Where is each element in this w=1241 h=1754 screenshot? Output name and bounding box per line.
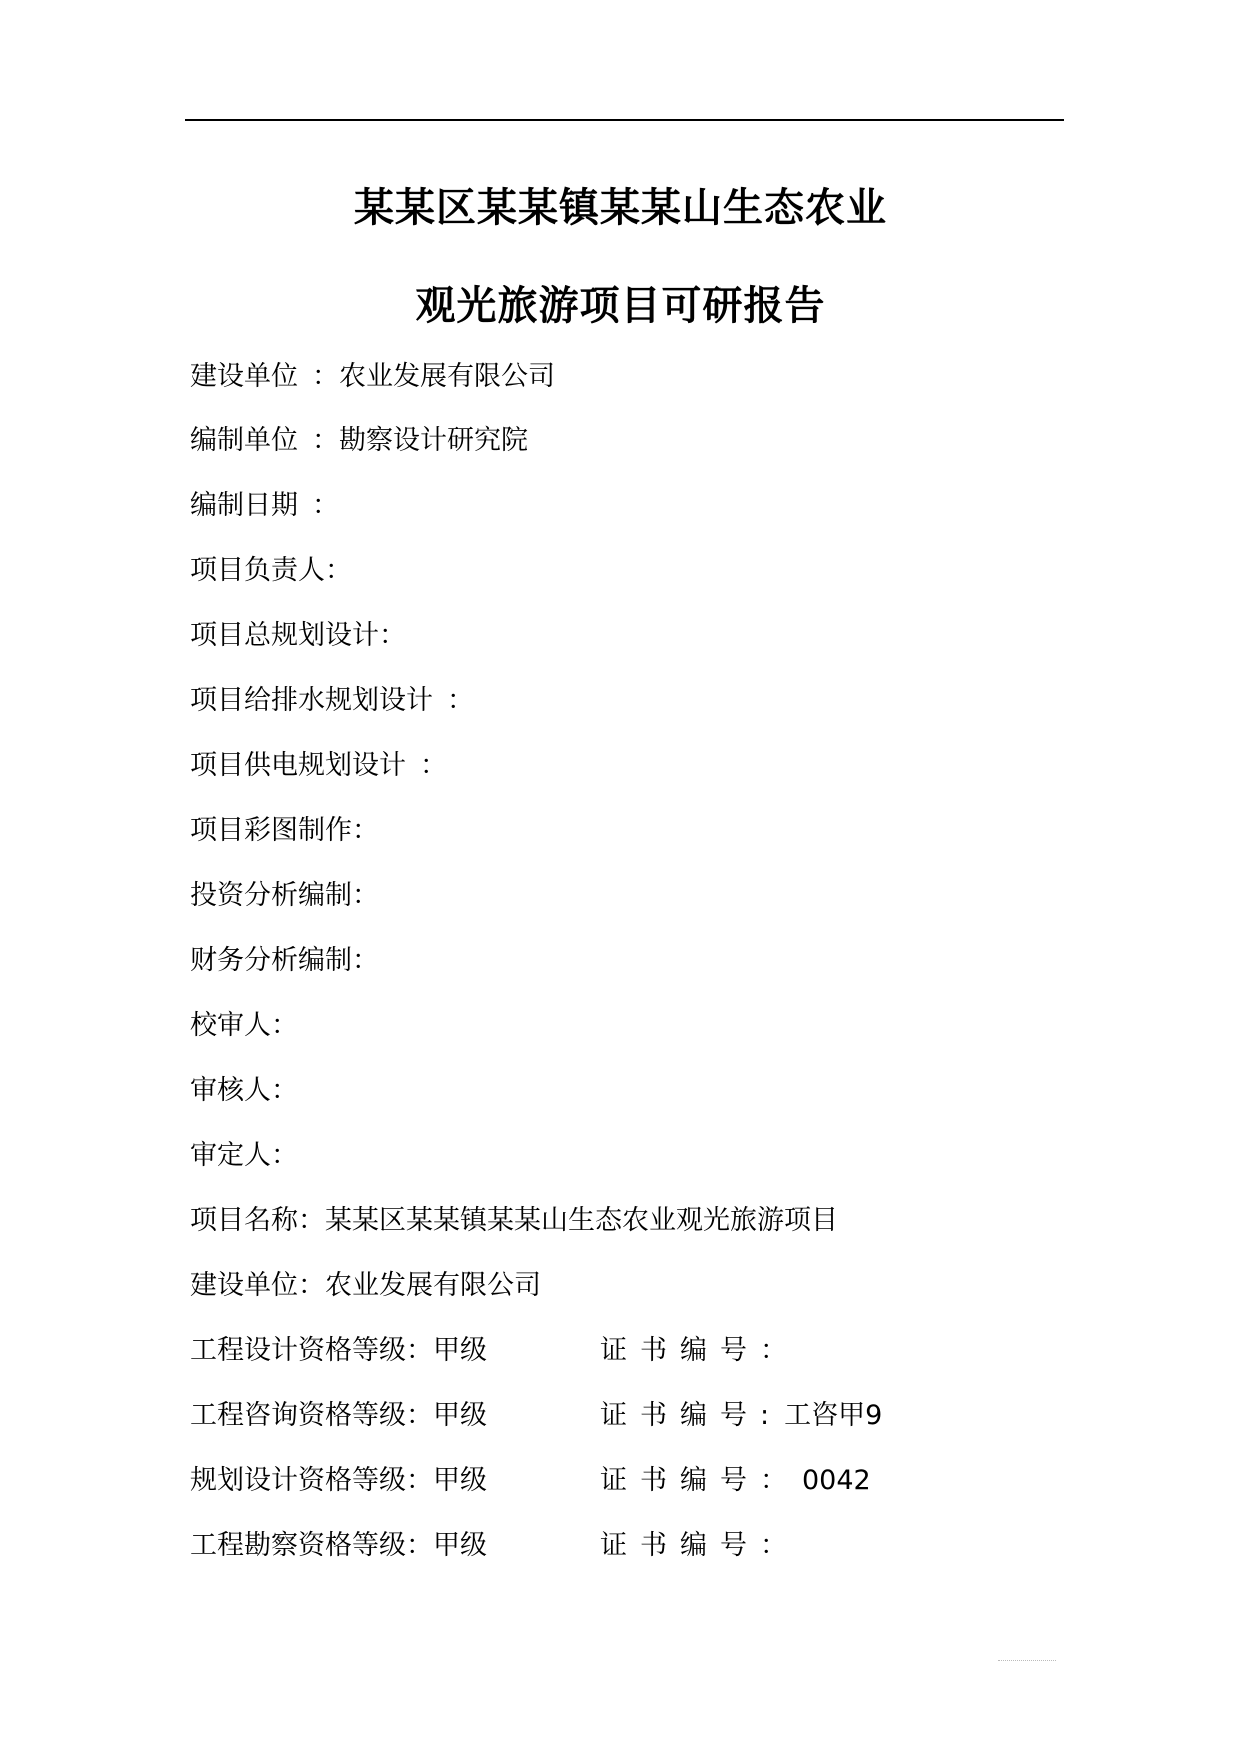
qualification-grade: 甲级 [433,1465,487,1496]
certificate-separator: ： [760,1530,800,1561]
field-separator: ： [379,620,406,651]
qualification-separator: ： [406,1335,433,1366]
field-label: 项目名称 [190,1205,298,1236]
field-separator: ： [298,1270,325,1301]
field-approver [190,1139,298,1173]
footer-dotted-mark [998,1660,1056,1661]
qualification-engineering-consulting [190,1399,487,1433]
qualification-grade: 甲级 [433,1335,487,1366]
field-separator: ： [420,750,447,781]
qualification-label: 工程咨询资格等级 [190,1400,406,1431]
field-label: 编制日期 [190,490,298,521]
field-separator: ： [325,555,352,586]
field-investment-analysis [190,879,379,913]
field-compiling-unit [190,424,528,458]
field-label: 项目负责人 [190,555,325,586]
qualification-label: 规划设计资格等级 [190,1465,406,1496]
qualification-label: 工程勘察资格等级 [190,1530,406,1561]
field-label: 项目彩图制作 [190,815,352,846]
certificate-separator: ： [760,1335,800,1366]
field-separator: ： [312,490,339,521]
field-compiling-date [190,489,339,523]
field-construction-unit-2 [190,1269,541,1303]
certificate-separator: ： [760,1465,800,1496]
field-reviewer [190,1074,298,1108]
certificate-label: 证书编号 [600,1465,760,1496]
certificate-value: 工咨甲9 [784,1400,883,1431]
qualification-engineering-design [190,1334,487,1368]
field-separator: ： [447,685,474,716]
qualification-planning-design [190,1464,487,1498]
certificate-engineering-survey [600,1529,802,1563]
certificate-label: 证书编号 [600,1400,760,1431]
qualification-grade: 甲级 [433,1530,487,1561]
field-separator: ： [312,425,339,456]
field-label: 审定人 [190,1140,271,1171]
field-project-leader [190,554,352,588]
field-color-drawings [190,814,379,848]
certificate-planning-design [600,1464,871,1498]
field-label: 项目总规划设计 [190,620,379,651]
field-separator: ： [298,1205,325,1236]
field-separator: ： [352,945,379,976]
field-water-planning [190,684,474,718]
field-separator: ： [312,361,339,392]
field-label: 项目给排水规划设计 [190,685,433,716]
field-power-planning [190,749,447,783]
field-label: 投资分析编制 [190,880,352,911]
certificate-separator: : [760,1400,783,1431]
report-title-line-1: 某某区某某镇某某山生态农业 [354,185,887,231]
field-value: 农业发展有限公司 [325,1270,541,1301]
certificate-label: 证书编号 [600,1335,760,1366]
qualification-separator: ： [406,1530,433,1561]
qualification-separator: ： [406,1400,433,1431]
field-value: 某某区某某镇某某山生态农业观光旅游项目 [325,1205,838,1236]
field-project-name [190,1204,838,1238]
certificate-engineering-consulting [600,1399,882,1433]
certificate-engineering-design [600,1334,802,1368]
field-separator: ： [271,1075,298,1106]
qualification-grade: 甲级 [433,1400,487,1431]
field-label: 财务分析编制 [190,945,352,976]
field-separator: ： [352,815,379,846]
field-separator: ： [352,880,379,911]
certificate-label: 证书编号 [600,1530,760,1561]
certificate-value: 0042 [802,1465,871,1496]
field-master-planning [190,619,406,653]
field-value: 勘察设计研究院 [339,425,528,456]
field-label: 编制单位 [190,425,298,456]
field-proofreader [190,1009,298,1043]
field-label: 建设单位 [190,361,298,392]
header-rule [185,119,1064,121]
field-separator: ： [271,1010,298,1041]
field-construction-unit [190,360,555,394]
field-financial-analysis [190,944,379,978]
field-label: 校审人 [190,1010,271,1041]
report-title-line-2: 观光旅游项目可研报告 [415,283,826,329]
field-label: 审核人 [190,1075,271,1106]
field-separator: ： [271,1140,298,1171]
field-value: 农业发展有限公司 [339,361,555,392]
qualification-label: 工程设计资格等级 [190,1335,406,1366]
field-label: 项目供电规划设计 [190,750,406,781]
field-label: 建设单位 [190,1270,298,1301]
qualification-engineering-survey [190,1529,487,1563]
qualification-separator: ： [406,1465,433,1496]
